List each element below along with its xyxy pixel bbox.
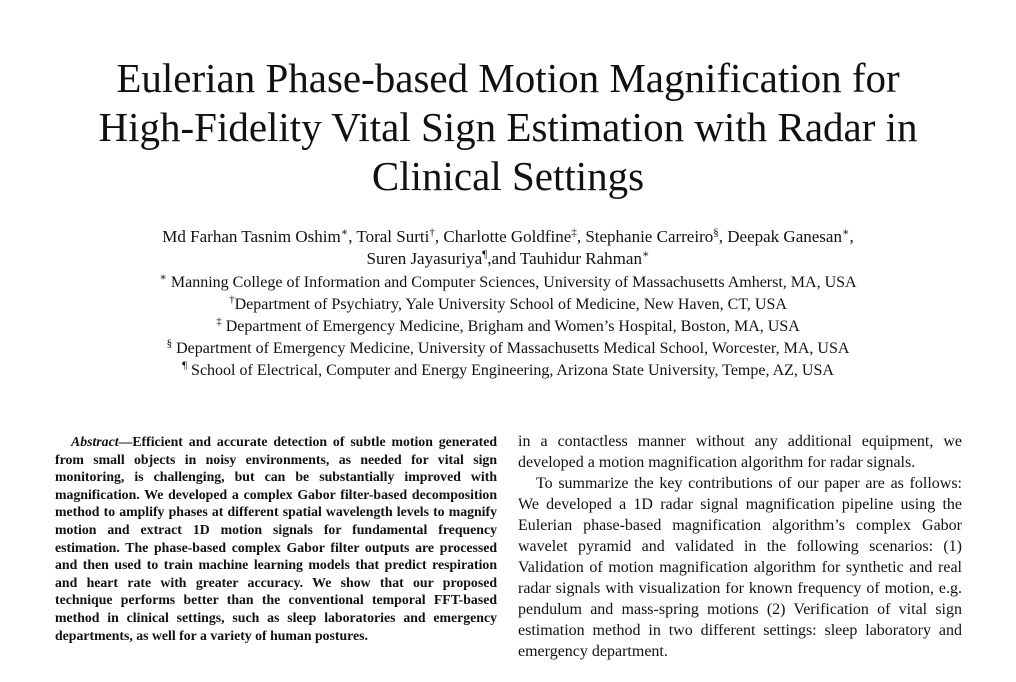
author-mark: ¶	[482, 248, 488, 261]
intro-column	[518, 431, 962, 662]
affiliation	[40, 272, 976, 294]
author-mark: ∗	[641, 248, 650, 261]
author-separator: ,	[576, 227, 586, 246]
author-separator: ,	[487, 249, 492, 268]
author-name: and Tauhidur Rahman	[491, 249, 642, 268]
affiliation-text: Department of Emergency Medicine, University of Massachusetts Medical School, Worcester, MA, USA	[172, 340, 850, 357]
abstract-body: —Efficient and accurate detection of subtle motion generated from small objects in noisy environments, as needed for vital sign monitoring, is challenging, but can be substantially improved with magnification. We developed a complex Gabor filter-based decomposition method to amplify phases at different spatial wavelength levels to magnify motion and extract 1D motion signals for fundamental frequency estimation. The phase-based complex Gabor filter outputs are processed and then used to train machine learning models that predict respiration and heart rate with greater accuracy. We show that our proposed technique performs better than the conventional temporal FFT-based method in clinical settings, such as sleep laboratories and emergency departments, as well for a variety of human postures.	[55, 434, 497, 643]
affiliation-text: Department of Psychiatry, Yale University School of Medicine, New Haven, CT, USA	[234, 296, 787, 313]
abstract-column	[55, 433, 497, 644]
affiliation-text: School of Electrical, Computer and Energy Engineering, Arizona State University, Tempe, AZ, USA	[187, 362, 834, 379]
author-mark: §	[713, 226, 719, 239]
affiliation-list	[40, 272, 976, 382]
author-separator: ,	[434, 227, 444, 246]
author-mark: ∗	[340, 226, 349, 239]
affiliation-text: Manning College of Information and Computer Sciences, University of Massachusetts Amherst, MA, USA	[166, 274, 857, 291]
paper-title	[40, 54, 976, 201]
affiliation	[40, 338, 976, 360]
author-separator: ,	[718, 227, 728, 246]
author-name: Deepak Ganesan	[727, 227, 842, 246]
author-mark: ∗	[841, 226, 850, 239]
author-name: Charlotte Goldfine	[443, 227, 572, 246]
intro-paragraph: in a contactless manner without any additional equipment, we developed a motion magnification algorithm for radar signals.	[518, 433, 962, 471]
contributions-paragraph: To summarize the key contributions of our paper are as follows: We developed a 1D radar signal magnification pipeline using the Eulerian phase-based magnification algorithm’s complex Gabor wavelet pyramid and validated in the following scenarios: (1) Validation of motion magnification algorithm for synthetic and real radar signals with visualization for known frequency of motion, e.g. pendulum and mass-spring motions (2) Verification of vital sign estimation method in two different settings: sleep laboratory and emergency department.	[518, 475, 962, 660]
abstract-label: Abstract	[71, 434, 119, 449]
affiliation-mark: ‡	[216, 315, 222, 328]
title-line: High-Fidelity Vital Sign Estimation with Radar in	[98, 104, 918, 150]
affiliation-text: Department of Emergency Medicine, Brigham and Women’s Hospital, Boston, MA, USA	[221, 318, 800, 335]
affiliation-mark: †	[229, 293, 235, 306]
author-separator: ,	[849, 227, 854, 246]
title-line: Eulerian Phase-based Motion Magnification for	[116, 55, 900, 101]
author-line	[40, 248, 976, 270]
abstract-paragraph	[55, 433, 497, 644]
author-name: Toral Surti	[356, 227, 430, 246]
affiliation	[40, 360, 976, 382]
author-name: Suren Jayasuriya	[366, 249, 483, 268]
affiliation	[40, 316, 976, 338]
title-line: Clinical Settings	[371, 153, 645, 199]
author-separator: ,	[348, 227, 357, 246]
author-name: Stephanie Carreiro	[585, 227, 714, 246]
author-name: Md Farhan Tasnim Oshim	[162, 227, 341, 246]
author-line	[40, 226, 976, 248]
affiliation-mark: §	[166, 337, 173, 350]
author-list	[40, 226, 976, 270]
affiliation	[40, 294, 976, 316]
author-mark: ‡	[571, 226, 577, 239]
author-mark: †	[429, 226, 435, 239]
affiliation-mark: ¶	[182, 359, 188, 372]
affiliation-mark: ∗	[159, 271, 167, 284]
